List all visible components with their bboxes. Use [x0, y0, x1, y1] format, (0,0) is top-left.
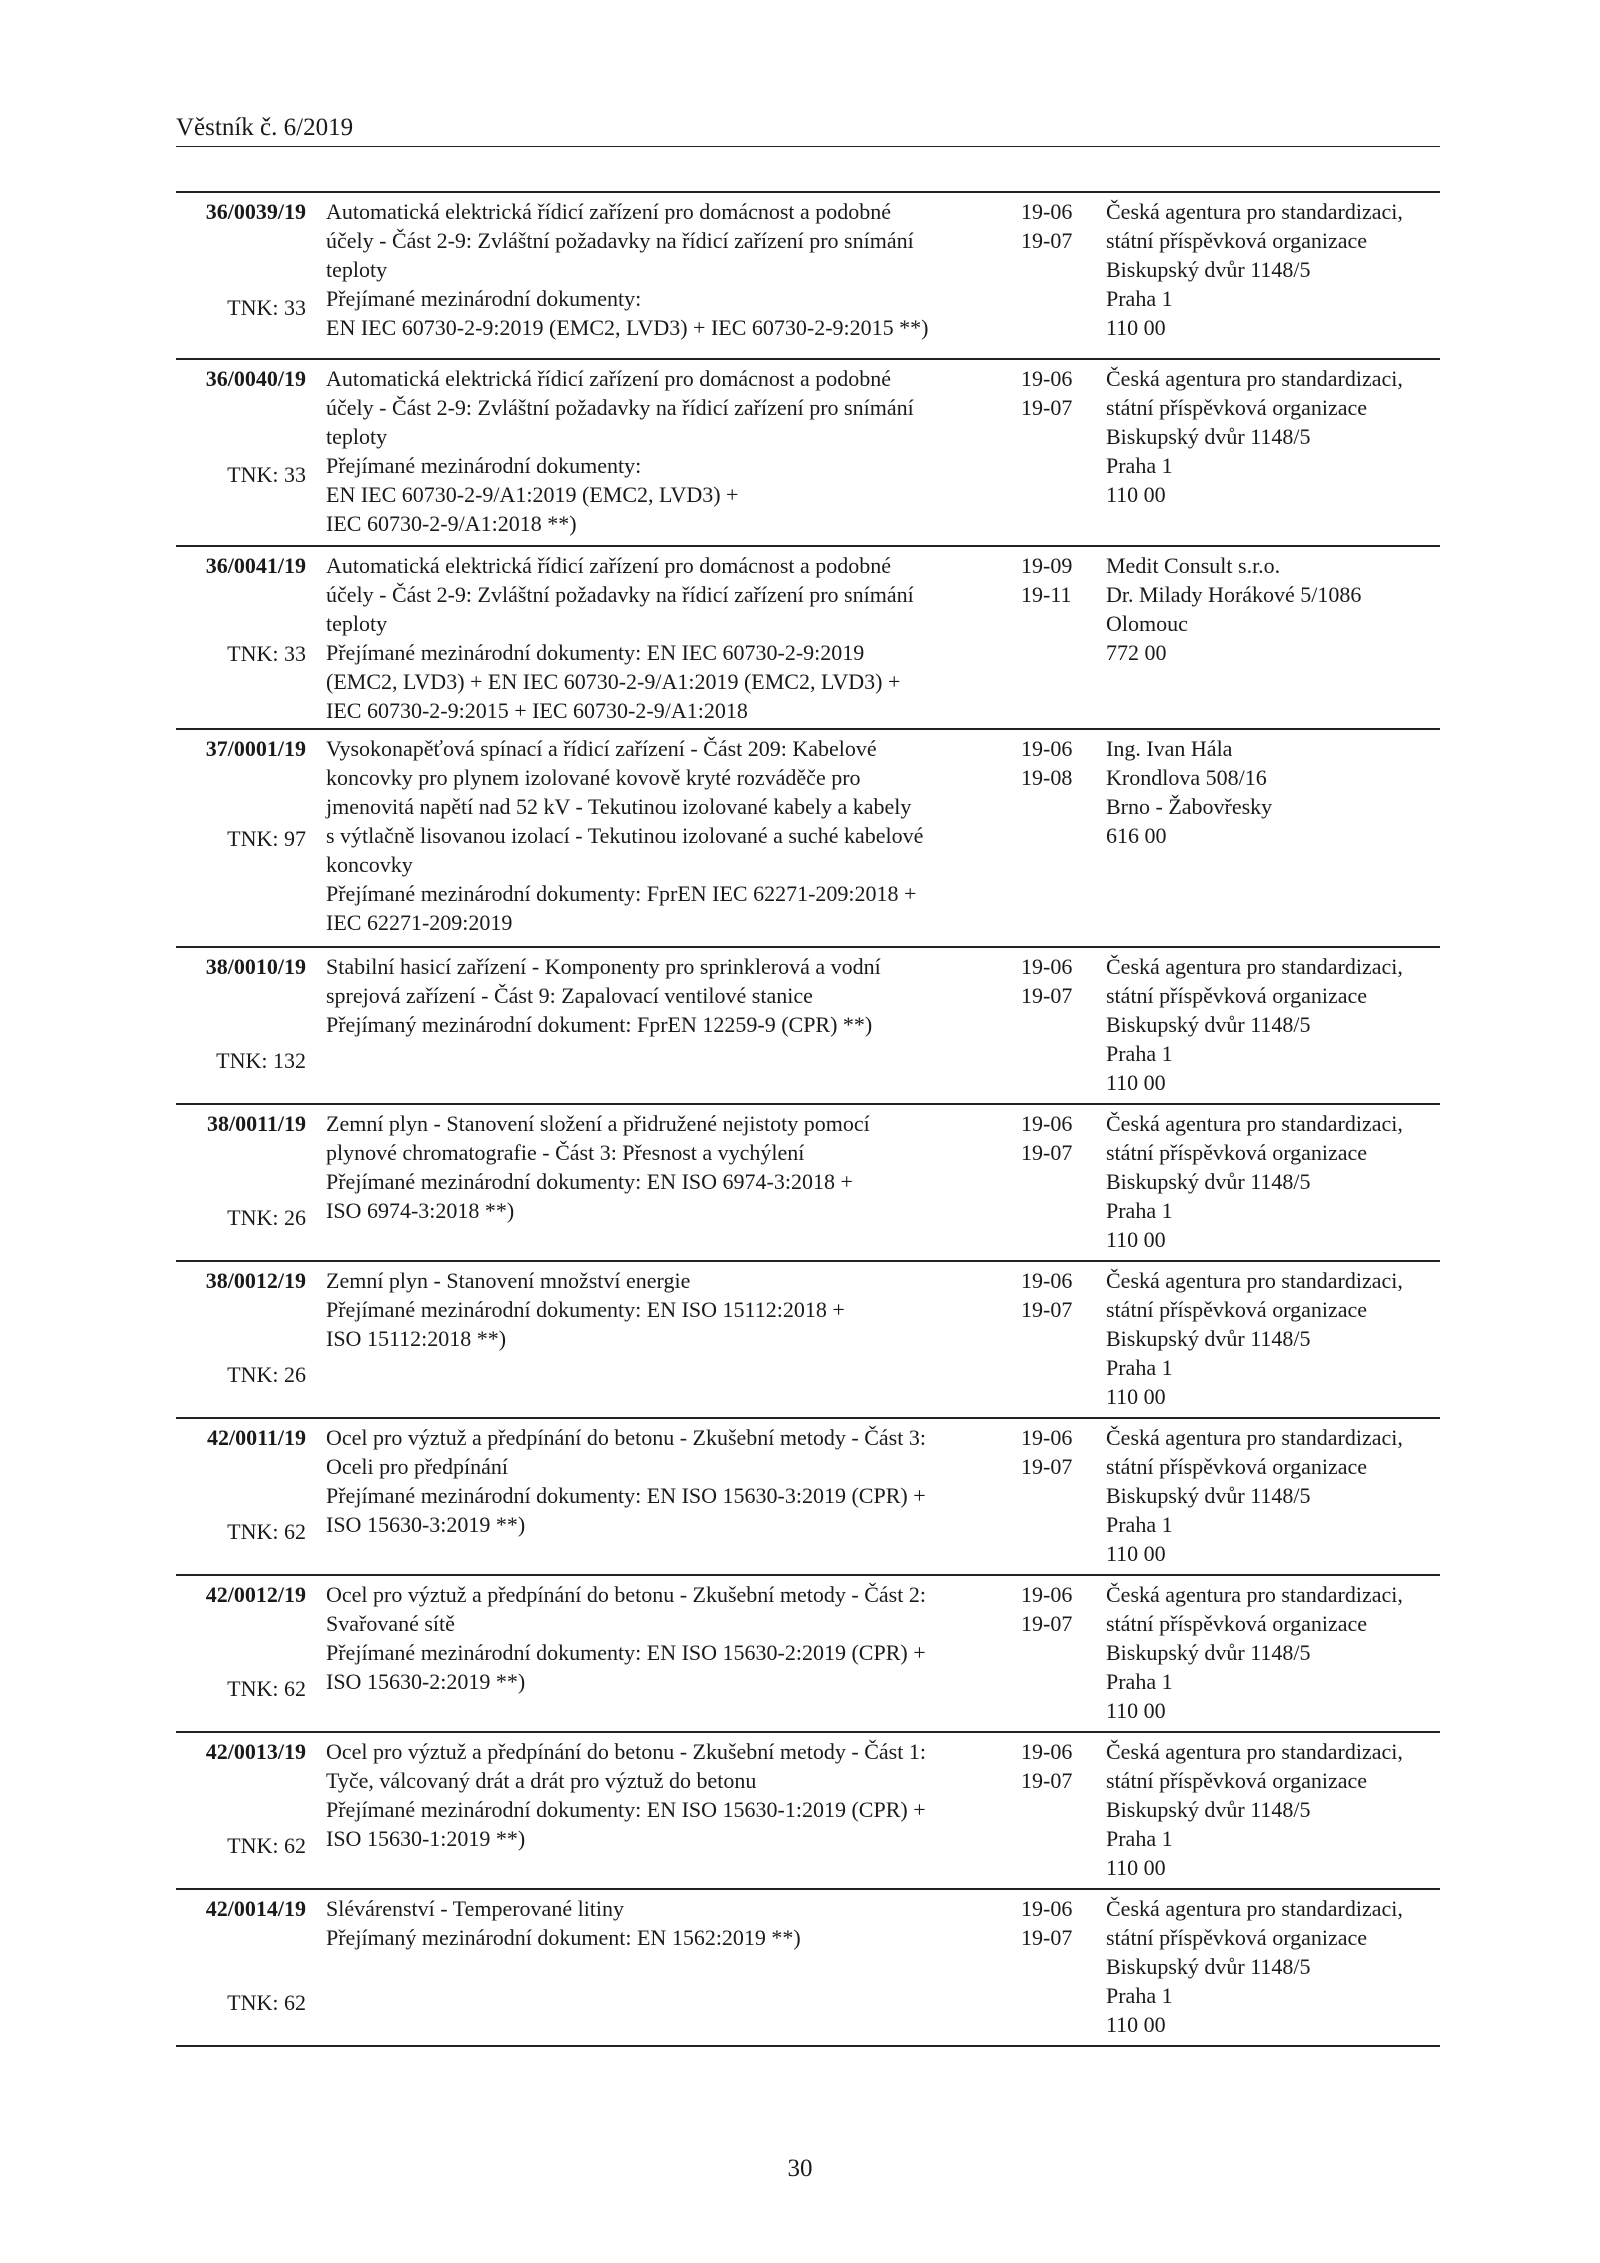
table-row [176, 193, 1440, 360]
record-number: 37/0001/19 [205, 736, 306, 761]
table-row [176, 1105, 1440, 1262]
record-id-cell [176, 952, 306, 1073]
title-line: ISO 15630-3:2019 **) [326, 1512, 526, 1537]
title-line: IEC 60730-2-9:2015 + IEC 60730-2-9/A1:2018 [326, 698, 748, 723]
date-value: 19-06 [1021, 199, 1073, 224]
address-line: Ing. Ivan Hála [1106, 736, 1233, 761]
title-line: ISO 15112:2018 **) [326, 1326, 507, 1351]
tnk-label: TNK: 62 [227, 1676, 306, 1701]
address-line: státní příspěvková organizace [1106, 1140, 1368, 1165]
address-line: Biskupský dvůr 1148/5 [1106, 1483, 1311, 1508]
title-line: jmenovitá napětí nad 52 kV - Tekutinou izolované kabely a kabely [326, 794, 912, 819]
address-line: 110 00 [1106, 1384, 1166, 1409]
title-line: plynové chromatografie - Část 3: Přesnost a vychýlení [326, 1140, 805, 1165]
dates-cell [1021, 952, 1101, 1010]
record-id-cell [176, 197, 306, 320]
title-line: teploty [326, 611, 388, 636]
address-line: Praha 1 [1106, 1512, 1173, 1537]
title-line: Přejímané mezinárodní dokumenty: EN ISO 6974-3:2018 + [326, 1169, 853, 1194]
table-row [176, 360, 1440, 547]
dates-cell [1021, 551, 1101, 609]
title-line: IEC 62271-209:2019 [326, 910, 513, 935]
title-line: sprejová zařízení - Část 9: Zapalovací ventilové stanice [326, 983, 813, 1008]
address-line: Česká agentura pro standardizaci, [1106, 199, 1403, 224]
dates-cell [1021, 1737, 1101, 1795]
date-value: 19-06 [1021, 1896, 1073, 1921]
table-row [176, 1576, 1440, 1733]
dates-cell [1021, 1580, 1101, 1638]
address-line: Česká agentura pro standardizaci, [1106, 1111, 1403, 1136]
address-line: Praha 1 [1106, 1041, 1173, 1066]
table-row [176, 1890, 1440, 2047]
title-line: Automatická elektrická řídicí zařízení pro domácnost a podobné [326, 366, 892, 391]
record-id-cell [176, 1266, 306, 1387]
address-line: Praha 1 [1106, 1983, 1173, 2008]
processor-address-cell [1106, 364, 1440, 509]
record-id-cell [176, 1894, 306, 2015]
title-line: Ocel pro výztuž a předpínání do betonu - Zkušební metody - Část 3: [326, 1425, 926, 1450]
processor-address-cell [1106, 1580, 1440, 1725]
record-id-cell [176, 1737, 306, 1858]
address-line: 110 00 [1106, 1227, 1166, 1252]
address-line: Praha 1 [1106, 1826, 1173, 1851]
title-line: teploty [326, 257, 388, 282]
date-value: 19-07 [1021, 1768, 1073, 1793]
title-line: Automatická elektrická řídicí zařízení pro domácnost a podobné [326, 199, 892, 224]
processor-address-cell [1106, 1894, 1440, 2039]
title-line: Ocel pro výztuž a předpínání do betonu - Zkušební metody - Část 1: [326, 1739, 926, 1764]
address-line: 772 00 [1106, 640, 1167, 665]
title-line: Přejímané mezinárodní dokumenty: FprEN IEC 62271-209:2018 + [326, 881, 917, 906]
record-number: 36/0041/19 [205, 553, 306, 578]
address-line: 110 00 [1106, 2012, 1166, 2037]
address-line: státní příspěvková organizace [1106, 1297, 1368, 1322]
address-line: státní příspěvková organizace [1106, 983, 1368, 1008]
address-line: Česká agentura pro standardizaci, [1106, 1425, 1403, 1450]
address-line: 110 00 [1106, 482, 1166, 507]
record-number: 42/0012/19 [205, 1582, 306, 1607]
table-row [176, 1419, 1440, 1576]
address-line: státní příspěvková organizace [1106, 1768, 1368, 1793]
date-value: 19-06 [1021, 1111, 1073, 1136]
dates-cell [1021, 364, 1101, 422]
address-line: státní příspěvková organizace [1106, 1454, 1368, 1479]
address-line: Olomouc [1106, 611, 1188, 636]
date-value: 19-07 [1021, 1611, 1073, 1636]
title-line: Zemní plyn - Stanovení složení a přidružené nejistoty pomocí [326, 1111, 870, 1136]
address-line: Česká agentura pro standardizaci, [1106, 1268, 1403, 1293]
dates-cell [1021, 734, 1101, 792]
title-line: teploty [326, 424, 388, 449]
date-value: 19-06 [1021, 1425, 1073, 1450]
title-line: EN IEC 60730-2-9:2019 (EMC2, LVD3) + IEC 60730-2-9:2015 **) [326, 315, 929, 340]
address-line: Praha 1 [1106, 1669, 1173, 1694]
address-line: Česká agentura pro standardizaci, [1106, 366, 1403, 391]
title-line: koncovky [326, 852, 413, 877]
title-line: Přejímané mezinárodní dokumenty: [326, 453, 642, 478]
title-line: Tyče, válcovaný drát a drát pro výztuž do betonu [326, 1768, 757, 1793]
dates-cell [1021, 1894, 1101, 1952]
table-row [176, 948, 1440, 1105]
tnk-label: TNK: 26 [227, 1205, 306, 1230]
title-line: Automatická elektrická řídicí zařízení pro domácnost a podobné [326, 553, 892, 578]
record-number: 38/0010/19 [205, 954, 306, 979]
address-line: Dr. Milady Horákové 5/1086 [1106, 582, 1362, 607]
address-line: 110 00 [1106, 1698, 1166, 1723]
date-value: 19-07 [1021, 983, 1073, 1008]
address-line: státní příspěvková organizace [1106, 1925, 1368, 1950]
date-value: 19-07 [1021, 228, 1073, 253]
tnk-label: TNK: 62 [227, 1990, 306, 2015]
title-line: IEC 60730-2-9/A1:2018 **) [326, 511, 577, 536]
date-value: 19-07 [1021, 1454, 1073, 1479]
page-header: Věstník č. 6/2019 [176, 114, 354, 141]
processor-address-cell [1106, 1737, 1440, 1882]
title-line: účely - Část 2-9: Zvláštní požadavky na řídicí zařízení pro snímání [326, 395, 914, 420]
date-value: 19-06 [1021, 366, 1073, 391]
processor-address-cell [1106, 1266, 1440, 1411]
title-line: Přejímané mezinárodní dokumenty: EN ISO 15630-1:2019 (CPR) + [326, 1797, 926, 1822]
address-line: Krondlova 508/16 [1106, 765, 1267, 790]
title-line: Přejímané mezinárodní dokumenty: [326, 286, 642, 311]
address-line: státní příspěvková organizace [1106, 395, 1368, 420]
tnk-label: TNK: 33 [227, 295, 306, 320]
title-line: ISO 15630-1:2019 **) [326, 1826, 526, 1851]
address-line: Česká agentura pro standardizaci, [1106, 1896, 1403, 1921]
date-value: 19-07 [1021, 1925, 1073, 1950]
record-number: 42/0014/19 [205, 1896, 306, 1921]
record-number: 42/0011/19 [206, 1425, 306, 1450]
date-value: 19-06 [1021, 954, 1073, 979]
processor-address-cell [1106, 551, 1440, 667]
address-line: Brno - Žabovřesky [1106, 794, 1273, 819]
title-line: Přejímaný mezinárodní dokument: FprEN 12259-9 (CPR) **) [326, 1012, 873, 1037]
title-line: účely - Část 2-9: Zvláštní požadavky na řídicí zařízení pro snímání [326, 582, 914, 607]
address-line: 110 00 [1106, 315, 1166, 340]
address-line: 110 00 [1106, 1855, 1166, 1880]
address-line: 110 00 [1106, 1070, 1166, 1095]
address-line: státní příspěvková organizace [1106, 1611, 1368, 1636]
title-line: Slévárenství - Temperované litiny [326, 1896, 625, 1921]
address-line: státní příspěvková organizace [1106, 228, 1368, 253]
tnk-label: TNK: 62 [227, 1519, 306, 1544]
title-line: Přejímané mezinárodní dokumenty: EN ISO 15630-2:2019 (CPR) + [326, 1640, 926, 1665]
date-value: 19-06 [1021, 736, 1073, 761]
address-line: Biskupský dvůr 1148/5 [1106, 257, 1311, 282]
record-id-cell [176, 1580, 306, 1701]
page-number: 30 [787, 2155, 813, 2182]
title-line: Vysokonapěťová spínací a řídicí zařízení - Část 209: Kabelové [326, 736, 877, 761]
record-id-cell [176, 551, 306, 666]
address-line: Česká agentura pro standardizaci, [1106, 1739, 1403, 1764]
address-line: Praha 1 [1106, 1198, 1173, 1223]
tnk-label: TNK: 26 [227, 1362, 306, 1387]
title-line: Svařované sítě [326, 1611, 455, 1636]
record-number: 36/0039/19 [205, 199, 306, 224]
address-line: Biskupský dvůr 1148/5 [1106, 424, 1311, 449]
dates-cell [1021, 1423, 1101, 1481]
table-row [176, 1262, 1440, 1419]
address-line: 616 00 [1106, 823, 1167, 848]
record-id-cell [176, 1109, 306, 1230]
tnk-label: TNK: 97 [227, 826, 306, 851]
address-line: Medit Consult s.r.o. [1106, 553, 1281, 578]
address-line: Praha 1 [1106, 453, 1173, 478]
address-line: Česká agentura pro standardizaci, [1106, 1582, 1403, 1607]
standards-table [176, 191, 1440, 2047]
title-line: ISO 15630-2:2019 **) [326, 1669, 526, 1694]
date-value: 19-07 [1021, 1297, 1073, 1322]
date-value: 19-07 [1021, 1140, 1073, 1165]
title-line: (EMC2, LVD3) + EN IEC 60730-2-9/A1:2019 (EMC2, LVD3) + [326, 669, 901, 694]
address-line: Biskupský dvůr 1148/5 [1106, 1169, 1311, 1194]
title-line: Ocel pro výztuž a předpínání do betonu - Zkušební metody - Část 2: [326, 1582, 926, 1607]
dates-cell [1021, 1109, 1101, 1167]
title-line: Přejímané mezinárodní dokumenty: EN IEC 60730-2-9:2019 [326, 640, 865, 665]
title-line: s výtlačně lisovanou izolací - Tekutinou izolované a suché kabelové [326, 823, 924, 848]
title-line: Oceli pro předpínání [326, 1454, 509, 1479]
date-value: 19-06 [1021, 1268, 1073, 1293]
address-line: Biskupský dvůr 1148/5 [1106, 1640, 1311, 1665]
tnk-label: TNK: 33 [227, 641, 306, 666]
title-line: Zemní plyn - Stanovení množství energie [326, 1268, 691, 1293]
address-line: 110 00 [1106, 1541, 1166, 1566]
record-id-cell [176, 364, 306, 487]
date-value: 19-08 [1021, 765, 1073, 790]
title-line: účely - Část 2-9: Zvláštní požadavky na řídicí zařízení pro snímání [326, 228, 914, 253]
address-line: Biskupský dvůr 1148/5 [1106, 1326, 1311, 1351]
date-value: 19-09 [1021, 553, 1073, 578]
address-line: Česká agentura pro standardizaci, [1106, 954, 1403, 979]
record-id-cell [176, 734, 306, 851]
tnk-label: TNK: 62 [227, 1833, 306, 1858]
dates-cell [1021, 197, 1101, 255]
title-line: Přejímaný mezinárodní dokument: EN 1562:2019 **) [326, 1925, 801, 1950]
address-line: Biskupský dvůr 1148/5 [1106, 1954, 1311, 1979]
address-line: Praha 1 [1106, 1355, 1173, 1380]
record-number: 36/0040/19 [205, 366, 306, 391]
date-value: 19-11 [1021, 582, 1072, 607]
tnk-label: TNK: 132 [216, 1048, 306, 1073]
date-value: 19-06 [1021, 1582, 1073, 1607]
title-line: Přejímané mezinárodní dokumenty: EN ISO 15630-3:2019 (CPR) + [326, 1483, 926, 1508]
address-line: Biskupský dvůr 1148/5 [1106, 1012, 1311, 1037]
record-number: 38/0012/19 [205, 1268, 306, 1293]
header-rule [176, 146, 1440, 147]
title-line: EN IEC 60730-2-9/A1:2019 (EMC2, LVD3) + [326, 482, 739, 507]
table-row [176, 547, 1440, 730]
processor-address-cell [1106, 952, 1440, 1097]
title-line: Stabilní hasicí zařízení - Komponenty pro sprinklerová a vodní [326, 954, 881, 979]
date-value: 19-07 [1021, 395, 1073, 420]
address-line: Praha 1 [1106, 286, 1173, 311]
processor-address-cell [1106, 197, 1440, 342]
processor-address-cell [1106, 1109, 1440, 1254]
tnk-label: TNK: 33 [227, 462, 306, 487]
table-row [176, 1733, 1440, 1890]
record-number: 38/0011/19 [206, 1111, 306, 1136]
dates-cell [1021, 1266, 1101, 1324]
date-value: 19-06 [1021, 1739, 1073, 1764]
title-line: ISO 6974-3:2018 **) [326, 1198, 515, 1223]
record-id-cell [176, 1423, 306, 1544]
processor-address-cell [1106, 1423, 1440, 1568]
title-line: Přejímané mezinárodní dokumenty: EN ISO 15112:2018 + [326, 1297, 845, 1322]
title-line: koncovky pro plynem izolované kovově kryté rozváděče pro [326, 765, 861, 790]
address-line: Biskupský dvůr 1148/5 [1106, 1797, 1311, 1822]
processor-address-cell [1106, 734, 1440, 850]
record-number: 42/0013/19 [205, 1739, 306, 1764]
table-row [176, 730, 1440, 948]
